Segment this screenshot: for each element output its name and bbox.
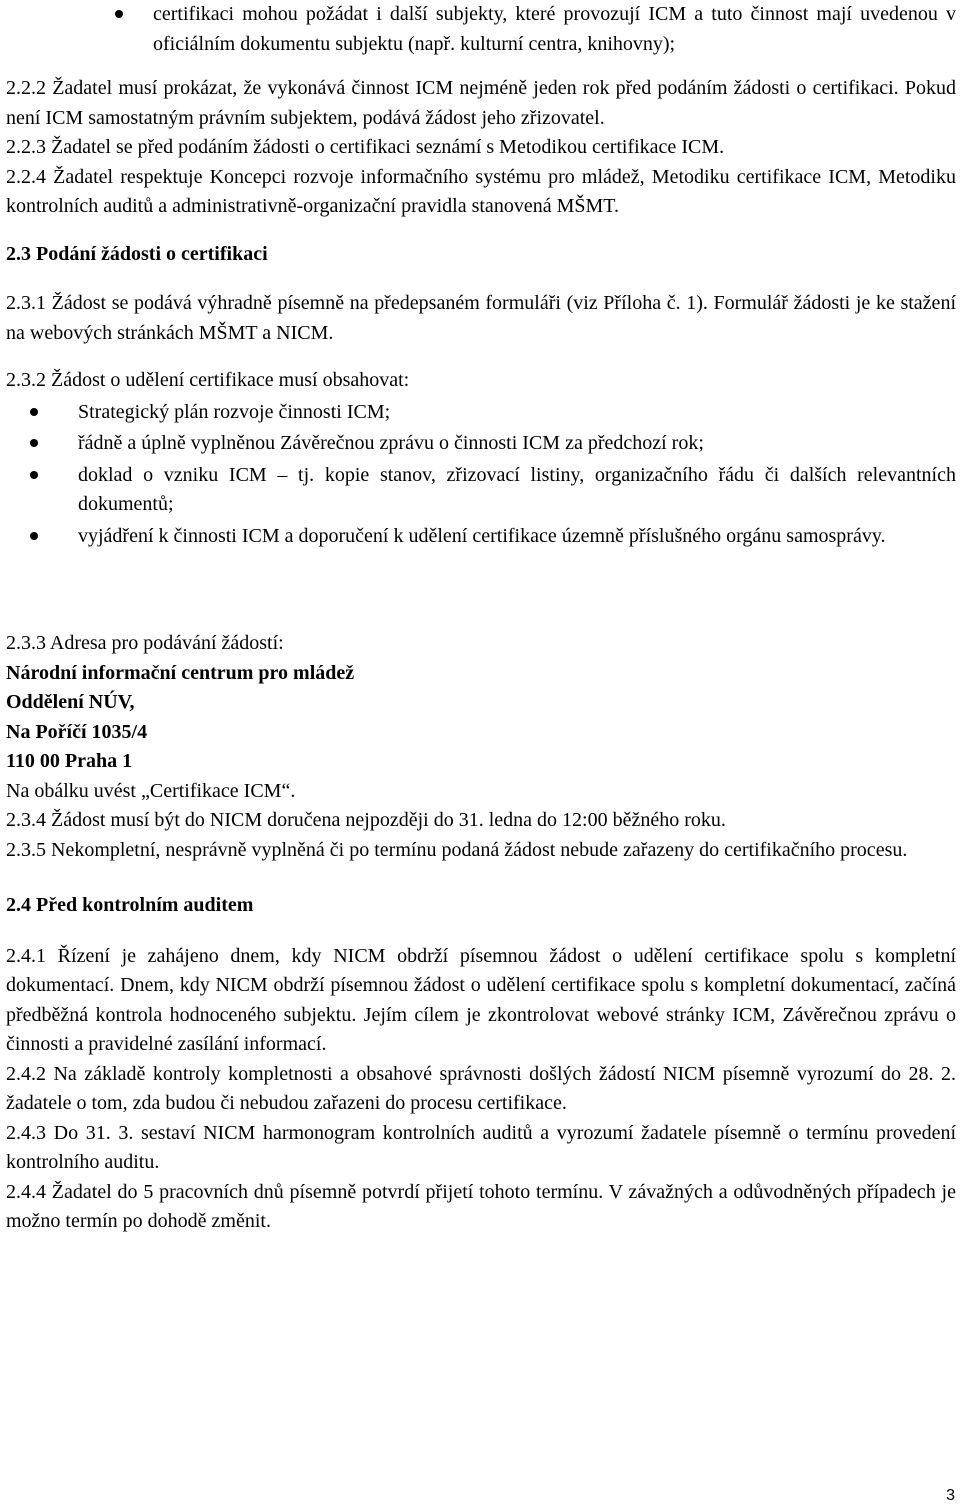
section-heading-2-3: 2.3 Podání žádosti o certifikaci xyxy=(6,242,268,265)
list-item-text: řádně a úplně vyplněnou Závěrečnou zprávu o činnosti ICM za předchozí rok; xyxy=(78,432,704,454)
list-item xyxy=(6,0,956,59)
list-item xyxy=(6,398,956,428)
address-block xyxy=(6,659,956,777)
list-item-text: doklad o vzniku ICM – tj. kopie stanov, zřizovací listiny, organizačního řádu či dalších relevantních dokumentů; xyxy=(78,463,956,515)
bullet-icon xyxy=(115,10,123,18)
paragraph-2-4-2: 2.4.2 Na základě kontroly kompletnosti a obsahové správnosti došlých žádostí NICM písemně vyrozumí do 28. 2. žadatele o tom, zda budou či nebudou zařazeni do procesu certifikace. xyxy=(6,1062,956,1114)
list-item-text: vyjádření k činnosti ICM a doporučení k udělení certifikace územně příslušného orgánu samosprávy. xyxy=(78,524,886,547)
paragraph-2-3-3: 2.3.3 Adresa pro podávání žádostí: xyxy=(6,632,284,654)
page-number: 3 xyxy=(946,1487,955,1504)
address-line: 110 00 Praha 1 xyxy=(6,750,133,772)
bullet-icon xyxy=(30,439,38,447)
paragraph-2-2-2: 2.2.2 Žadatel musí prokázat, že vykonává činnost ICM nejméně jeden rok před podáním žádosti o certifikaci. Pokud není ICM samostatným právním subjektem, podává žádost jeho zřizovatel. xyxy=(6,77,956,129)
paragraph-2-2-4: 2.2.4 Žadatel respektuje Koncepci rozvoje informačního systému pro mládež, Metodiku certifikace ICM, Metodiku kontrolních auditů a administrativně-organizační pravidla stanovená MŠMT. xyxy=(6,165,956,217)
paragraph-2-3-2: 2.3.2 Žádost o udělení certifikace musí obsahovat: xyxy=(6,369,410,391)
bullet-list-requirements xyxy=(6,398,956,552)
bullet-icon xyxy=(30,532,38,540)
address-line: Národní informační centrum pro mládež xyxy=(6,661,355,684)
paragraph-2-4-4: 2.4.4 Žadatel do 5 pracovních dnů písemně potvrdí přijetí tohoto termínu. V závažných a odůvodněných případech je možno termín po dohodě změnit. xyxy=(6,1180,956,1232)
paragraph-2-3-1: 2.3.1 Žádost se podává výhradně písemně na předepsaném formuláři (viz Příloha č. 1). Formulář žádosti je ke stažení na webových stránkách MŠMT a NICM. xyxy=(6,292,956,344)
list-item-text: Strategický plán rozvoje činnosti ICM; xyxy=(78,400,391,423)
document-page xyxy=(6,0,956,1237)
paragraph-2-4-3: 2.4.3 Do 31. 3. sestaví NICM harmonogram kontrolních auditů a vyrozumí žadatele písemně o termínu provedení kontrolního auditu. xyxy=(6,1121,956,1173)
list-item-text: certifikaci mohou požádat i další subjekty, které provozují ICM a tuto činnost mají uvedenou v oficiálním dokumentu subjektu (např. kulturní centra, knihovny); xyxy=(153,3,956,55)
list-item xyxy=(6,522,956,552)
paragraph-2-3-5: 2.3.5 Nekompletní, nesprávně vyplněná či po termínu podaná žádost nebude zařazeny do certifikačního procesu. xyxy=(6,838,908,861)
list-item xyxy=(6,429,956,459)
section-heading-2-4: 2.4 Před kontrolním auditem xyxy=(6,894,254,916)
list-item xyxy=(6,461,956,520)
bullet-list-subjects xyxy=(6,0,956,59)
address-line: Na Poříčí 1035/4 xyxy=(6,720,148,743)
paragraph-2-3-4: 2.3.4 Žádost musí být do NICM doručena nejpozději do 31. ledna do 12:00 běžného roku. xyxy=(6,809,726,831)
bullet-icon xyxy=(30,471,38,479)
address-line: Oddělení NÚV, xyxy=(6,691,135,713)
paragraph-2-4-1: 2.4.1 Řízení je zahájeno dnem, kdy NICM obdrží písemnou žádost o udělení certifikace spolu s kompletní dokumentací. Dnem, kdy NICM obdrží písemnou žádost o udělení certifikace spolu s kompletní dokumentací, začíná předběžná kontrola hodnoceného subjektu. Jejím cílem je zkontrolovat webové stránky ICM, Závěrečnou zprávu o činnosti a pravidelné zasílání informací. xyxy=(6,944,956,1055)
bullet-icon xyxy=(30,408,38,416)
paragraph-2-2-3: 2.2.3 Žadatel se před podáním žádosti o certifikaci seznámí s Metodikou certifikace ICM. xyxy=(6,136,725,158)
envelope-note: Na obálku uvést „Certifikace ICM“. xyxy=(6,779,296,802)
